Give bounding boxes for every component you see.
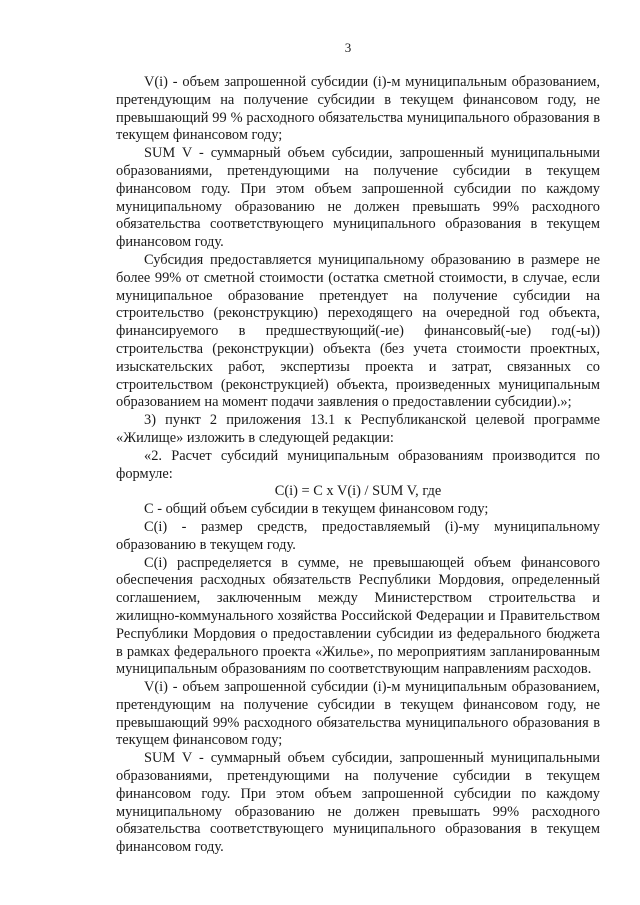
paragraph-c-i-distribution: C(i) распределяется в сумме, не превышающей объем финансового обеспечения расходных обязательств Республики Мордовия, определенный соглашением, заключенным между Министерством строительства и жилищно-коммунального хозяйства Российской Федерации и Правительством Республики Мордовия о предоставлении субсидии из федерального бюджета в рамках федерального проекта «Жилье», по мероприятиям запланированным муниципальным образованиям по соответствующим направлениям расходов. (116, 554, 600, 678)
paragraph-v-i-definition-repeat: V(i) - объем запрошенной субсидии (i)-м муниципальным образованием, претендующим на получение субсидии в текущем финансовом году, не превышающий 99% расходного обязательства муниципального образования в текущем финансовом году; (116, 679, 600, 749)
page-number: 3 (344, 40, 352, 55)
paragraph-c-definition: C - общий объем субсидии в текущем финансовом году; (144, 501, 489, 518)
paragraph-sum-v-definition-repeat: SUM V - суммарный объем субсидии, запрошенный муниципальными образованиями, претендующими на получение субсидии в текущем финансовом году. При этом объем запрошенной субсидии по каждому муниципальному образованию не должен превышать 99% расходного обязательства соответствующего муниципального образования в текущем финансовом году. (116, 750, 600, 856)
document-body (116, 74, 600, 857)
paragraph-sum-v-definition: SUM V - суммарный объем субсидии, запрошенный муниципальными образованиями, претендующими на получение субсидии в текущем финансовом году. При этом объем запрошенной субсидии по каждому муниципальному образованию не должен превышать 99% расходного обязательства соответствующего муниципального образования в текущем финансовом году. (116, 145, 600, 251)
paragraph-c-i-definition: C(i) - размер средств, предоставляемый (i)-му муниципальному образованию в текущем году. (116, 518, 600, 553)
formula: C(i) = C x V(i) / SUM V, где (274, 483, 442, 500)
paragraph-amendment-item-3: 3) пункт 2 приложения 13.1 к Республиканской целевой программе «Жилище» изложить в следующей редакции: (116, 412, 600, 446)
paragraph-v-i-definition: V(i) - объем запрошенной субсидии (i)-м муниципальным образованием, претендующим на получение субсидии в текущем финансовом году, не превышающий 99 % расходного обязательства муниципального образования в текущем финансовом году; (116, 74, 600, 144)
paragraph-subsidy-limit: Субсидия предоставляется муниципальному образованию в размере не более 99% от сметной стоимости (остатка сметной стоимости, в случае, если муниципальное образование претендует на получение субсидии на строительство (реконструкцию) переходящего на очередной год объекта, финансируемого в предшествующий(-ие) финансовый(-ые) год(-ы)) строительства (реконструкции) объекта (без учета стоимости проектных, изыскательских работ, экспертизы проекта и затрат, связанных со строительством (реконструкцией) объекта, произведенных муниципальным образованием на момент подачи заявления о предоставлении субсидии).»; (116, 251, 600, 411)
paragraph-calculation-intro: «2. Расчет субсидий муниципальным образованиям производится по формуле: (116, 447, 600, 482)
